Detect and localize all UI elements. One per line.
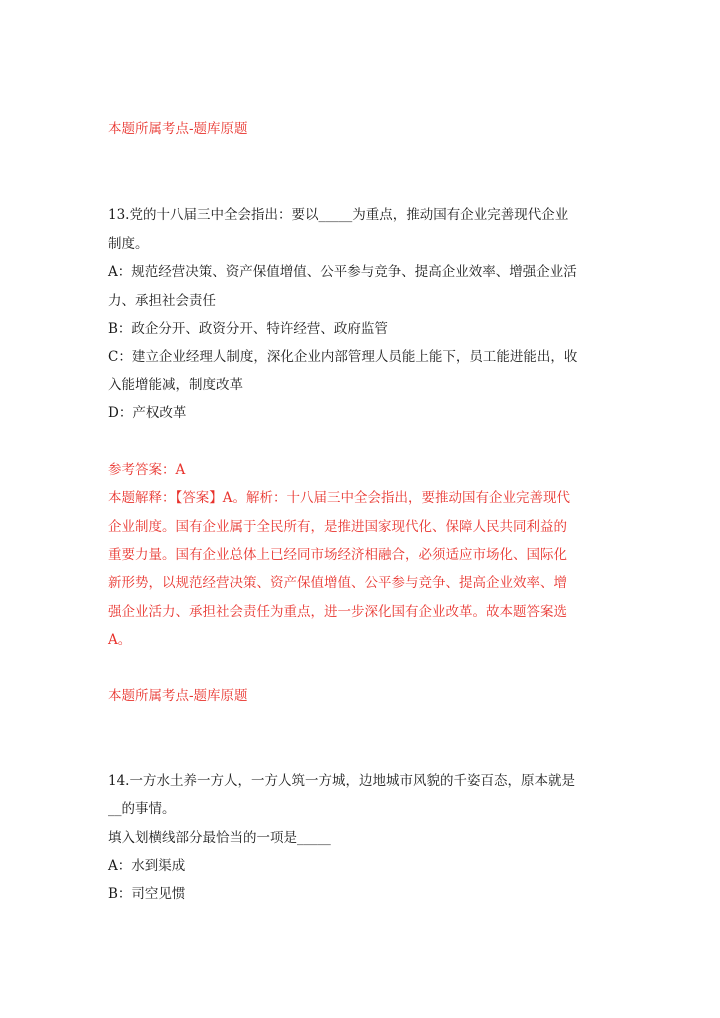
option-b: B：政企分开、政资分开、特许经营、政府监管 xyxy=(108,321,388,337)
explanation-line: 新形势，以规范经营决策、资产保值增值、公平参与竞争、提高企业效率、增 xyxy=(108,575,567,591)
explanation-line: 企业制度。国有企业属于全民所有，是推进国家现代化、保障人民共同利益的 xyxy=(108,519,567,535)
option-a: A：规范经营决策、资产保值增值、公平参与竞争、提高企业效率、增强企业活 xyxy=(108,264,577,280)
option-c: C：建立企业经理人制度，深化企业内部管理人员能上能下，员工能进能出，收 xyxy=(108,349,578,365)
option-d: D：产权改革 xyxy=(108,405,187,421)
question-stem-line: __的事情。 xyxy=(108,801,176,817)
option-a-continued: 力、承担社会责任 xyxy=(108,293,216,309)
option-b: B：司空见惯 xyxy=(108,886,186,902)
explanation-line: 重要力量。国有企业总体上已经同市场经济相融合，必须适应市场化、国际化 xyxy=(108,547,567,563)
option-a: A：水到渠成 xyxy=(108,858,186,874)
option-c-continued: 入能增能减，制度改革 xyxy=(108,377,243,393)
question-stem-line: 14.一方水土养一方人，一方人筑一方城，边地城市风貌的千姿百态，原本就是 xyxy=(108,773,575,789)
explanation-line: 本题解释：【答案】A。解析：十八届三中全会指出，要推动国有企业完善现代 xyxy=(108,490,570,506)
answer-label: 参考答案：A xyxy=(108,462,186,478)
question-prompt: 填入划横线部分最恰当的一项是_____ xyxy=(108,830,331,846)
question-stem-line: 制度。 xyxy=(108,236,149,252)
section-label: 本题所属考点-题库原题 xyxy=(108,688,248,704)
section-label: 本题所属考点-题库原题 xyxy=(108,121,248,137)
question-stem-line: 13.党的十八届三中全会指出：要以_____为重点，推动国有企业完善现代企业 xyxy=(108,207,569,223)
explanation-line: 强企业活力、承担社会责任为重点，进一步深化国有企业改革。故本题答案选 xyxy=(108,604,567,620)
explanation-line: A。 xyxy=(108,632,132,648)
